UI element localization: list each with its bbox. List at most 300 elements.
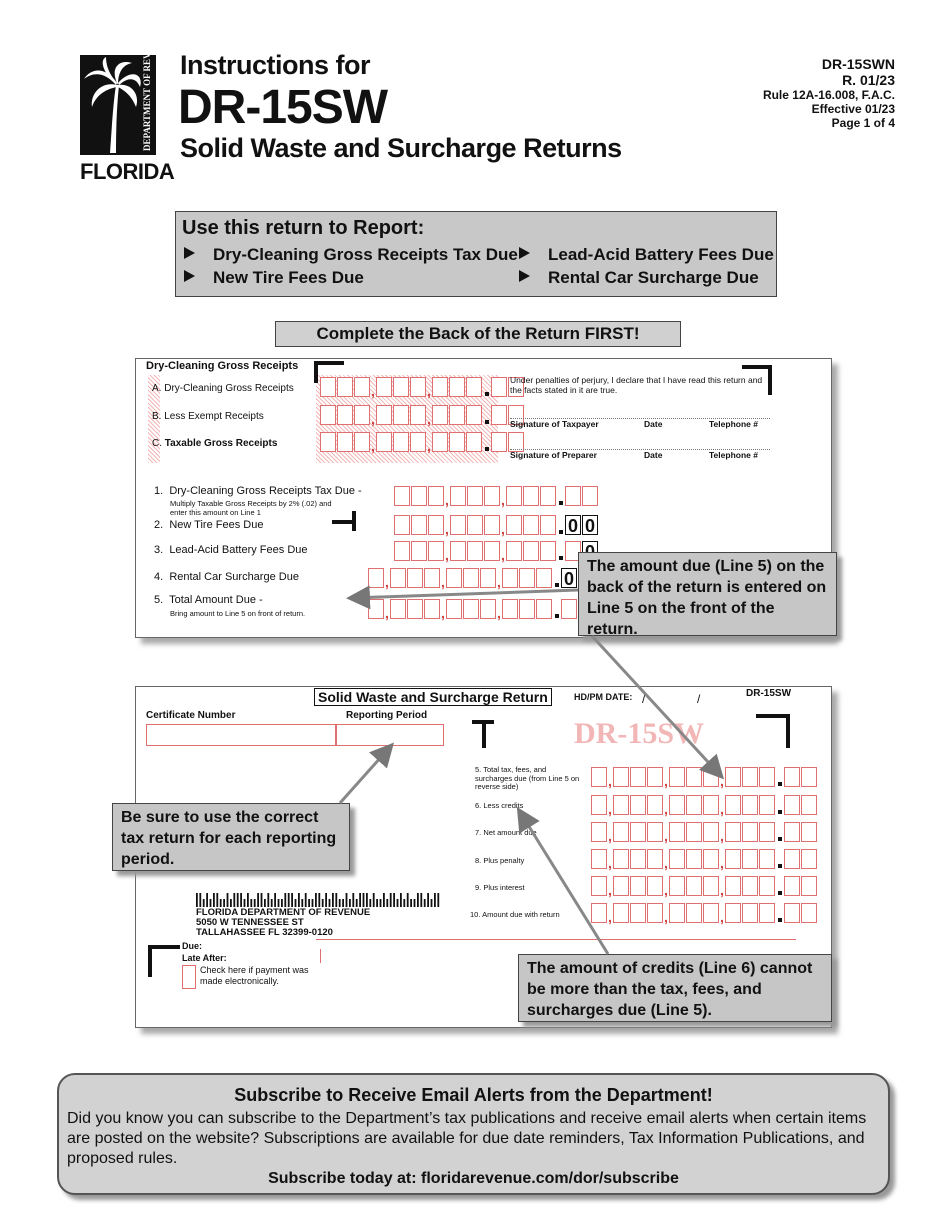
digit-cell[interactable] xyxy=(630,767,646,787)
decimal-point xyxy=(559,501,563,505)
comma-mark: , xyxy=(664,855,668,871)
date-label: Date xyxy=(644,450,663,460)
barcode-bar xyxy=(335,893,337,907)
subscribe-link[interactable]: Subscribe today at: floridarevenue.com/dor/subscribe xyxy=(268,1170,679,1187)
digit-cell[interactable] xyxy=(502,599,518,619)
triangle-bullet-icon xyxy=(519,247,530,259)
digit-cell[interactable] xyxy=(742,795,758,815)
barcode-bar xyxy=(339,899,341,907)
decimal-point xyxy=(485,447,489,451)
digit-cell[interactable] xyxy=(669,876,685,896)
comma-mark: , xyxy=(427,383,431,399)
digit-cell[interactable] xyxy=(466,377,482,397)
digit-cell[interactable] xyxy=(491,432,507,452)
digit-cell[interactable] xyxy=(463,599,479,619)
digit-cell[interactable] xyxy=(703,822,719,842)
comma-mark: , xyxy=(608,855,612,871)
address-block: FLORIDA DEPARTMENT OF REVENUE 5050 W TENNESSEE ST TALLAHASSEE FL 32399-0120 xyxy=(196,907,371,938)
row-b: B. Less Exempt Receipts xyxy=(152,411,264,422)
comma-mark: , xyxy=(385,574,389,590)
use-item: Lead-Acid Battery Fees Due xyxy=(519,245,774,265)
barcode-bar xyxy=(223,899,225,907)
barcode-bar xyxy=(366,893,368,907)
digit-cell[interactable] xyxy=(484,515,500,535)
digit-cell[interactable] xyxy=(432,405,448,425)
front-form-id: DR-15SW xyxy=(746,688,792,699)
barcode-bar xyxy=(240,893,242,907)
barcode-bar xyxy=(295,899,297,907)
barcode-bar xyxy=(257,893,259,907)
digit-cell[interactable] xyxy=(390,568,406,588)
digit-cell[interactable] xyxy=(368,599,384,619)
digit-cell[interactable] xyxy=(703,903,719,923)
barcode-bar xyxy=(420,893,422,907)
digit-cell[interactable] xyxy=(407,568,423,588)
title-instructions: Instructions for xyxy=(180,50,371,80)
digit-cell[interactable] xyxy=(725,876,741,896)
digit-cell[interactable] xyxy=(725,849,741,869)
comma-mark: , xyxy=(445,492,449,508)
digit-cell[interactable] xyxy=(759,903,775,923)
barcode-bar xyxy=(230,899,232,907)
check-label: Check here if payment was made electronically. xyxy=(200,965,309,986)
line-3: 3. Lead-Acid Battery Fees Due xyxy=(154,544,308,556)
electronic-payment-checkbox[interactable] xyxy=(182,965,196,989)
digit-cell[interactable] xyxy=(801,822,817,842)
barcode-bar xyxy=(233,893,235,907)
digit-cell[interactable] xyxy=(591,822,607,842)
callout-line5: The amount due (Line 5) on the back of the return is entered on Line 5 on the front of the return. xyxy=(578,552,837,636)
digit-cell[interactable] xyxy=(491,405,507,425)
barcode-bar xyxy=(437,893,439,907)
digit-cell[interactable] xyxy=(742,876,758,896)
digit-cell[interactable] xyxy=(337,377,353,397)
digit-cell[interactable] xyxy=(536,599,552,619)
comma-mark: , xyxy=(608,828,612,844)
barcode-bar xyxy=(329,899,331,907)
digit-cell[interactable] xyxy=(742,849,758,869)
use-return-box xyxy=(175,211,777,297)
digit-cell[interactable] xyxy=(784,822,800,842)
digit-cell[interactable] xyxy=(320,405,336,425)
barcode-bar xyxy=(213,893,215,907)
use-item: Dry-Cleaning Gross Receipts Tax Due xyxy=(184,245,518,265)
digit-cell[interactable] xyxy=(446,599,462,619)
barcode-bar xyxy=(315,893,317,907)
use-box-heading: Use this return to Report: xyxy=(182,217,425,239)
date-slash: / xyxy=(642,692,646,706)
digit-cell[interactable] xyxy=(591,876,607,896)
barcode-bar xyxy=(380,899,382,907)
digit-cell[interactable] xyxy=(686,903,702,923)
corner-mark xyxy=(742,365,772,395)
digit-cell[interactable] xyxy=(742,822,758,842)
digit-cell[interactable] xyxy=(354,377,370,397)
barcode-bar xyxy=(410,899,412,907)
digit-cell[interactable] xyxy=(491,377,507,397)
digit-cell[interactable] xyxy=(376,432,392,452)
digit-cell[interactable] xyxy=(394,541,410,561)
digit-cell[interactable] xyxy=(506,541,522,561)
digit-cell[interactable] xyxy=(565,486,581,506)
callout-period: Be sure to use the correct tax return for each reporting period. xyxy=(112,803,350,871)
digit-cell[interactable] xyxy=(466,405,482,425)
digit-cell[interactable] xyxy=(463,568,479,588)
barcode-bar xyxy=(288,893,290,907)
digit-cell[interactable] xyxy=(630,795,646,815)
barcode-bar xyxy=(267,893,269,907)
digit-cell[interactable] xyxy=(368,568,384,588)
title-form: DR-15SW xyxy=(178,81,388,134)
digit-cell[interactable] xyxy=(669,822,685,842)
comma-mark: , xyxy=(445,521,449,537)
digit-cell[interactable] xyxy=(703,849,719,869)
barcode-bar xyxy=(332,893,334,907)
barcode-bar xyxy=(393,893,395,907)
barcode-bar xyxy=(322,899,324,907)
digit-cell[interactable] xyxy=(394,515,410,535)
digit-cell[interactable] xyxy=(390,599,406,619)
effective-date: Effective 01/23 xyxy=(811,102,895,116)
certificate-number-field[interactable] xyxy=(146,724,336,746)
line-4: 4. Rental Car Surcharge Due xyxy=(154,571,299,583)
digit-cell[interactable] xyxy=(613,795,629,815)
digit-cell[interactable] xyxy=(410,377,426,397)
digit-cell[interactable] xyxy=(450,515,466,535)
barcode-bar xyxy=(278,899,280,907)
decimal-point xyxy=(559,530,563,534)
comma-mark: , xyxy=(385,605,389,621)
digit-cell[interactable] xyxy=(467,515,483,535)
digit-cell[interactable] xyxy=(647,822,663,842)
barcode-bar xyxy=(427,893,429,907)
decimal-point xyxy=(559,556,563,560)
digit-cell[interactable] xyxy=(703,767,719,787)
digit-cell[interactable] xyxy=(424,568,440,588)
digit-cell[interactable] xyxy=(506,515,522,535)
digit-cell[interactable] xyxy=(630,903,646,923)
barcode-bar xyxy=(312,899,314,907)
barcode-bar xyxy=(308,899,310,907)
barcode-bar xyxy=(250,899,252,907)
digit-cell[interactable] xyxy=(703,795,719,815)
barcode-bar xyxy=(264,899,266,907)
subscribe-panel xyxy=(57,1073,890,1195)
digit-cell[interactable] xyxy=(613,849,629,869)
comma-mark: , xyxy=(441,574,445,590)
barcode-bar xyxy=(196,893,198,907)
comma-mark: , xyxy=(664,828,668,844)
telephone-label: Telephone # xyxy=(709,419,758,429)
digit-cell[interactable] xyxy=(519,568,535,588)
digit-cell[interactable] xyxy=(376,377,392,397)
digit-cell[interactable] xyxy=(759,849,775,869)
date-label: Date xyxy=(644,419,663,429)
digit-cell[interactable] xyxy=(450,541,466,561)
digit-cell[interactable] xyxy=(523,486,539,506)
subscribe-heading: Subscribe to Receive Email Alerts from the Department! xyxy=(234,1085,713,1105)
barcode-bar xyxy=(400,893,402,907)
comma-mark: , xyxy=(720,828,724,844)
digit-cell[interactable] xyxy=(591,767,607,787)
row-c: C. Taxable Gross Receipts xyxy=(152,438,278,449)
digit-cell[interactable] xyxy=(591,903,607,923)
digit-cell[interactable] xyxy=(480,599,496,619)
tee-mark xyxy=(482,720,486,748)
digit-cell[interactable] xyxy=(428,486,444,506)
digit-cell[interactable] xyxy=(411,486,427,506)
comma-mark: , xyxy=(720,855,724,871)
sig-taxpayer-label: Signature of Taxpayer xyxy=(510,419,599,429)
front-line-9: 9. Plus interest xyxy=(475,883,525,892)
barcode-bar xyxy=(373,893,375,907)
digit-cell[interactable] xyxy=(410,432,426,452)
digit-cell[interactable] xyxy=(410,405,426,425)
digit-cell[interactable] xyxy=(540,515,556,535)
comma-mark: , xyxy=(371,438,375,454)
digit-cell[interactable] xyxy=(759,795,775,815)
digit-cell[interactable] xyxy=(801,849,817,869)
digit-cell[interactable] xyxy=(354,432,370,452)
decimal-point xyxy=(485,420,489,424)
digit-cell[interactable] xyxy=(582,486,598,506)
barcode-bar xyxy=(376,899,378,907)
digit-cell[interactable] xyxy=(480,568,496,588)
digit-cell[interactable] xyxy=(484,486,500,506)
digit-cell[interactable] xyxy=(449,377,465,397)
use-item: New Tire Fees Due xyxy=(184,268,364,288)
digit-cell[interactable] xyxy=(428,541,444,561)
telephone-label: Telephone # xyxy=(709,450,758,460)
logo-vertical-text: DEPARTMENT OF REVENUE xyxy=(142,55,152,151)
comma-mark: , xyxy=(371,411,375,427)
digit-cell[interactable] xyxy=(725,822,741,842)
digit-cell[interactable] xyxy=(411,541,427,561)
decimal-point xyxy=(555,583,559,587)
digit-cell[interactable] xyxy=(467,486,483,506)
digit-cell[interactable] xyxy=(784,903,800,923)
comma-mark: , xyxy=(427,438,431,454)
digit-cell[interactable] xyxy=(432,377,448,397)
digit-cell[interactable] xyxy=(523,541,539,561)
barcode-bar xyxy=(210,899,212,907)
digit-cell[interactable] xyxy=(669,795,685,815)
digit-cell[interactable] xyxy=(354,405,370,425)
digit-cell[interactable] xyxy=(742,767,758,787)
digit-cell[interactable] xyxy=(801,767,817,787)
digit-cell[interactable] xyxy=(742,903,758,923)
digit-cell[interactable] xyxy=(428,515,444,535)
digit-cell[interactable] xyxy=(686,849,702,869)
barcode-bar xyxy=(407,893,409,907)
decimal-point xyxy=(778,864,782,868)
digit-cell[interactable] xyxy=(432,432,448,452)
comma-mark: , xyxy=(720,882,724,898)
tick-mark xyxy=(332,520,352,524)
digit-cell[interactable] xyxy=(630,849,646,869)
digit-cell[interactable] xyxy=(591,849,607,869)
row-a: A. Dry-Cleaning Gross Receipts xyxy=(152,383,294,394)
digit-cell[interactable] xyxy=(759,822,775,842)
barcode-bar xyxy=(203,899,205,907)
barcode-bar xyxy=(403,899,405,907)
due-label: Due: xyxy=(182,941,202,951)
digit-cell[interactable] xyxy=(647,876,663,896)
comma-mark: , xyxy=(720,773,724,789)
palm-tree-icon xyxy=(80,55,156,155)
digit-cell[interactable] xyxy=(686,822,702,842)
front-line-6: 6. Less credits xyxy=(475,801,524,810)
complete-back-banner: Complete the Back of the Return FIRST! xyxy=(275,321,681,347)
late-after-label: Late After: xyxy=(182,953,227,963)
digit-cell[interactable] xyxy=(411,515,427,535)
digit-cell[interactable] xyxy=(801,795,817,815)
hdpm-date: HD/PM DATE: xyxy=(574,692,633,702)
digit-cell[interactable] xyxy=(376,405,392,425)
rule: Rule 12A-16.008, F.A.C. xyxy=(762,88,895,102)
barcode-bar xyxy=(261,893,263,907)
digit-cell[interactable] xyxy=(540,541,556,561)
due-line xyxy=(316,939,796,940)
digit-cell[interactable] xyxy=(686,767,702,787)
digit-cell[interactable] xyxy=(466,432,482,452)
line-1: 1. Dry-Cleaning Gross Receipts Tax Due - xyxy=(154,485,362,497)
digit-cell[interactable] xyxy=(523,515,539,535)
comma-mark: , xyxy=(497,574,501,590)
barcode-bar xyxy=(237,893,239,907)
decimal-point xyxy=(778,810,782,814)
form-meta xyxy=(763,56,895,130)
barcode-bar xyxy=(291,893,293,907)
line-2: 2. New Tire Fees Due xyxy=(154,519,264,531)
digit-cell[interactable] xyxy=(393,405,409,425)
use-item: Rental Car Surcharge Due xyxy=(519,268,759,288)
barcode-bar xyxy=(244,899,246,907)
perjury-text: Under penalties of perjury, I declare that I have read this return and the facts stated in it are true. xyxy=(510,375,763,395)
cert-label: Certificate Number xyxy=(146,710,236,721)
comma-mark: , xyxy=(664,909,668,925)
comma-mark: , xyxy=(608,882,612,898)
page-number: Page 1 of 4 xyxy=(831,116,895,130)
barcode-bar xyxy=(298,893,300,907)
digit-cell[interactable] xyxy=(540,486,556,506)
digit-cell[interactable] xyxy=(613,876,629,896)
digit-cell[interactable] xyxy=(647,767,663,787)
digit-cell[interactable] xyxy=(561,599,577,619)
digit-cell[interactable] xyxy=(591,795,607,815)
barcode-bar xyxy=(417,893,419,907)
digit-cell[interactable] xyxy=(337,432,353,452)
digit-cell[interactable] xyxy=(393,377,409,397)
digit-cell[interactable] xyxy=(446,568,462,588)
barcode-bar xyxy=(356,899,358,907)
digit-cell[interactable] xyxy=(759,767,775,787)
digit-cell[interactable] xyxy=(784,876,800,896)
barcode-bar xyxy=(301,899,303,907)
digit-cell[interactable] xyxy=(669,849,685,869)
barcode-bar xyxy=(434,893,436,907)
corner-mark xyxy=(148,945,180,977)
digit-cell[interactable] xyxy=(424,599,440,619)
digit-cell[interactable] xyxy=(506,486,522,506)
form-id: DR-15SWN xyxy=(821,56,895,72)
digit-cell[interactable] xyxy=(613,822,629,842)
digit-cell[interactable] xyxy=(686,876,702,896)
barcode-bar xyxy=(247,893,249,907)
digit-cell[interactable] xyxy=(801,903,817,923)
digit-cell[interactable] xyxy=(484,541,500,561)
digit-cell[interactable] xyxy=(725,767,741,787)
front-line-10: 10. Amount due with return xyxy=(470,910,560,919)
digit-cell[interactable] xyxy=(613,903,629,923)
digit-cell[interactable] xyxy=(320,377,336,397)
front-line-8: 8. Plus penalty xyxy=(475,856,525,865)
digit-cell[interactable] xyxy=(703,876,719,896)
comma-mark: , xyxy=(720,909,724,925)
digit-cell[interactable] xyxy=(784,795,800,815)
corner-mark xyxy=(756,714,790,748)
triangle-bullet-icon xyxy=(519,270,530,282)
digit-cell[interactable] xyxy=(630,876,646,896)
line-5: 5. Total Amount Due - xyxy=(154,594,263,606)
digit-cell[interactable] xyxy=(613,767,629,787)
reporting-period-field[interactable] xyxy=(336,724,444,746)
digit-cell[interactable] xyxy=(536,568,552,588)
preprinted-zero: 0 xyxy=(565,515,581,535)
digit-cell[interactable] xyxy=(759,876,775,896)
digit-cell[interactable] xyxy=(320,432,336,452)
front-line-7: 7. Net amount due xyxy=(475,828,537,837)
digit-cell[interactable] xyxy=(669,767,685,787)
digit-cell[interactable] xyxy=(630,822,646,842)
digit-cell[interactable] xyxy=(467,541,483,561)
digit-cell[interactable] xyxy=(725,795,741,815)
digit-cell[interactable] xyxy=(686,795,702,815)
barcode-bar xyxy=(390,893,392,907)
barcode-bar xyxy=(199,893,201,907)
digit-cell[interactable] xyxy=(647,795,663,815)
digit-cell[interactable] xyxy=(647,903,663,923)
digit-cell[interactable] xyxy=(337,405,353,425)
logo-florida-text: FLORIDA xyxy=(80,159,175,184)
digit-cell[interactable] xyxy=(502,568,518,588)
revision: R. 01/23 xyxy=(842,72,895,88)
digit-cell[interactable] xyxy=(394,486,410,506)
digit-cell[interactable] xyxy=(449,432,465,452)
comma-mark: , xyxy=(608,773,612,789)
triangle-bullet-icon xyxy=(184,270,195,282)
decimal-point xyxy=(778,891,782,895)
digit-cell[interactable] xyxy=(801,876,817,896)
comma-mark: , xyxy=(371,383,375,399)
date-slash: / xyxy=(697,692,701,706)
digit-cell[interactable] xyxy=(669,903,685,923)
digit-cell[interactable] xyxy=(449,405,465,425)
barcode-bar xyxy=(397,899,399,907)
digit-cell[interactable] xyxy=(784,849,800,869)
digit-cell[interactable] xyxy=(725,903,741,923)
digit-cell[interactable] xyxy=(450,486,466,506)
digit-cell[interactable] xyxy=(647,849,663,869)
digit-cell[interactable] xyxy=(407,599,423,619)
late-after-line xyxy=(320,949,321,963)
digit-cell[interactable] xyxy=(393,432,409,452)
digit-cell[interactable] xyxy=(784,767,800,787)
line-1-sub: Multiply Taxable Gross Receipts by 2% (.02) and enter this amount on Line 1 xyxy=(170,499,332,517)
barcode-bar xyxy=(284,893,286,907)
callout-credits: The amount of credits (Line 6) cannot be more than the tax, fees, and surcharges due (Line 5). xyxy=(518,954,832,1022)
digit-cell[interactable] xyxy=(519,599,535,619)
